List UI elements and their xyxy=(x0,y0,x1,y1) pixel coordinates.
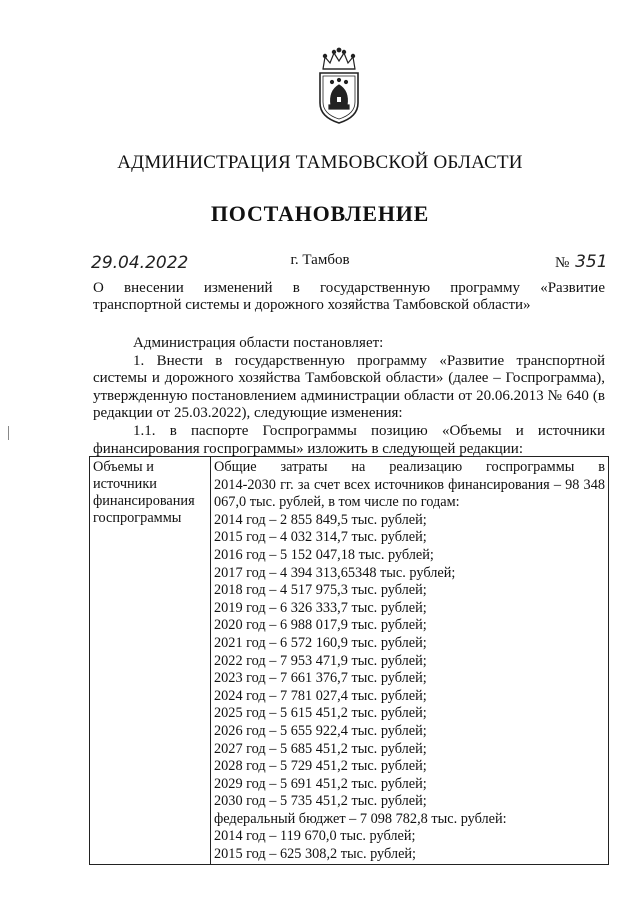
item-1-1-line-1: 1.1. в паспорте Госпрограммы позицию «Объемы и источники xyxy=(133,422,605,439)
item-1-line-1: 1. Внести в государственную программу «Развитие транспортной xyxy=(133,352,605,369)
list-item: 2020 год – 6 988 017,9 тыс. рублей; xyxy=(214,617,427,634)
resolution-intro: Администрация области постановляет: xyxy=(133,335,384,351)
margin-mark xyxy=(8,426,9,440)
list-item: 2014 год – 2 855 849,5 тыс. рублей; xyxy=(214,511,427,528)
list-item: 2017 год – 4 394 313,65348 тыс. рублей; xyxy=(214,564,456,581)
table-row xyxy=(90,457,609,865)
list-item: 2027 год – 5 685 451,2 тыс. рублей; xyxy=(214,740,427,757)
document-number-value: 351 xyxy=(575,252,608,272)
federal-years-list xyxy=(214,828,605,863)
list-item: 2025 год – 5 615 451,2 тыс. рублей; xyxy=(214,705,427,722)
list-item: 2014 год – 119 670,0 тыс. рублей; xyxy=(214,828,416,845)
issuing-authority: АДМИНИСТРАЦИЯ ТАМБОВСКОЙ ОБЛАСТИ xyxy=(117,152,523,173)
document-type-title: ПОСТАНОВЛЕНИЕ xyxy=(210,201,430,226)
document-body xyxy=(93,335,605,458)
list-item: 2015 год – 625 308,2 тыс. рублей; xyxy=(214,846,417,863)
list-item: 2023 год – 7 661 376,7 тыс. рублей; xyxy=(214,670,427,687)
document-subject xyxy=(93,280,605,314)
funding-total-line-1: Общие затраты на реализацию госпрограммы в xyxy=(214,459,605,475)
list-item: 2024 год – 7 781 027,4 тыс. рублей; xyxy=(214,687,427,704)
list-item: 2026 год – 5 655 922,4 тыс. рублей; xyxy=(214,722,427,739)
document-number xyxy=(555,252,608,272)
subject-line-2: транспортной системы и дорожного хозяйства Тамбовской области» xyxy=(93,297,531,313)
list-item: 2030 год – 5 735 451,2 тыс. рублей; xyxy=(214,793,427,810)
funding-label-cell: Объемы и источники финансирования госпрограммы xyxy=(90,457,211,865)
funding-table xyxy=(89,456,609,865)
coat-of-arms-icon xyxy=(315,47,363,125)
list-item: 2018 год – 4 517 975,3 тыс. рублей; xyxy=(214,582,427,599)
list-item: 2016 год – 5 152 047,18 тыс. рублей; xyxy=(214,546,434,563)
list-item: 2028 год – 5 729 451,2 тыс. рублей; xyxy=(214,758,427,775)
funding-total-rest: 2014-2030 гг. за счет всех источников финансирования – 98 348 067,0 тыс. рублей, в том числе по годам: xyxy=(214,476,605,511)
item-1-1-rest: финансирования госпрограммы» изложить в следующей редакции: xyxy=(93,440,523,457)
list-item: 2021 год – 6 572 160,9 тыс. рублей; xyxy=(214,634,427,651)
list-item: 2022 год – 7 953 471,9 тыс. рублей; xyxy=(214,652,427,669)
subject-line-1: О внесении изменений в государственную программу «Развитие xyxy=(93,280,605,296)
funding-years-list xyxy=(214,512,605,811)
funding-value-cell xyxy=(211,457,609,865)
list-item: 2029 год – 5 691 451,2 тыс. рублей; xyxy=(214,775,427,792)
item-1-rest: системы и дорожного хозяйства Тамбовской области» (далее – Госпрограмма), утвержденную постановлением администрации области от 20.06.2013 № 640 (в редакции от 25.03.2022), следующие изменения: xyxy=(93,370,605,422)
document-city: г. Тамбов xyxy=(290,252,350,268)
list-item: 2019 год – 6 326 333,7 тыс. рублей; xyxy=(214,599,427,616)
document-date: 29.04.2022 xyxy=(91,253,189,273)
list-item: 2015 год – 4 032 314,7 тыс. рублей; xyxy=(214,529,427,546)
federal-budget-total: федеральный бюджет – 7 098 782,8 тыс. рублей: xyxy=(214,810,507,827)
funding-total xyxy=(214,459,605,512)
number-sign: № xyxy=(555,255,570,271)
